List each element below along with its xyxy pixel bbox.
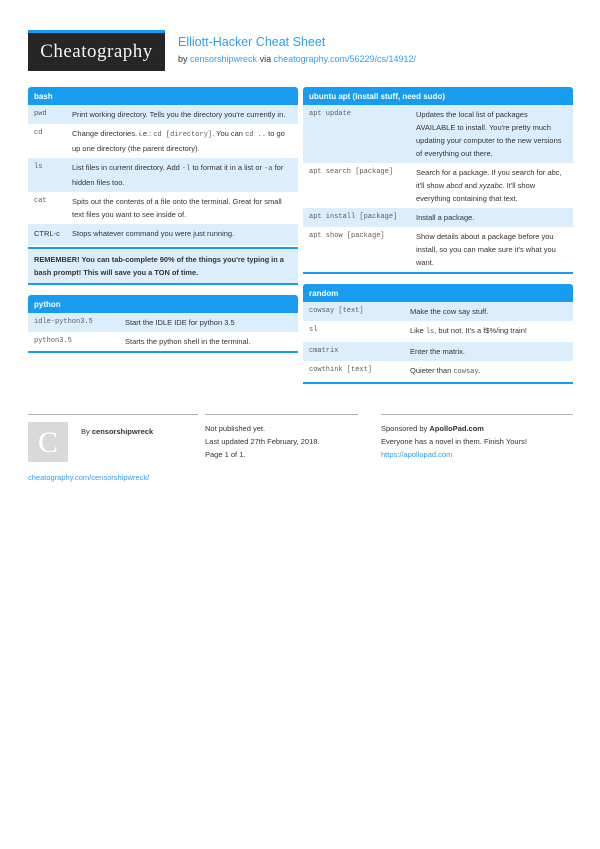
inline-text: for hidden files too. <box>72 163 284 187</box>
section-title: random <box>303 284 573 302</box>
command-cell <box>303 163 416 208</box>
inline-code: cd <box>34 129 43 137</box>
description-cell <box>72 224 298 245</box>
command-cell <box>28 192 72 224</box>
inline-text: Start the IDLE IDE for python 3.5 <box>125 318 235 327</box>
logo-text: Cheatography <box>40 41 153 62</box>
page-footer <box>28 414 573 484</box>
command-cell <box>303 302 410 321</box>
description-cell <box>72 124 298 158</box>
inline-code: apt search [package] <box>309 168 394 176</box>
sponsor-tagline: Everyone has a novel in them. Finish Yours! <box>381 437 527 446</box>
command-cell <box>303 208 416 227</box>
inline-text: , but not. It's a f$%/ing train! <box>434 326 527 335</box>
command-cell <box>303 361 410 382</box>
footer-status-block <box>205 414 358 484</box>
description-cell <box>416 105 573 163</box>
inline-code: cowsay <box>453 368 479 376</box>
command-row <box>303 342 573 361</box>
inline-text: . It'll show everything containing that text. <box>416 181 536 203</box>
command-row <box>303 361 573 382</box>
last-updated: Last updated 27th February, 2018. <box>205 437 320 446</box>
right-column <box>303 87 573 394</box>
description-cell <box>416 227 573 272</box>
command-row <box>303 321 573 342</box>
description-cell <box>125 332 298 351</box>
section-title: bash <box>28 87 298 105</box>
inline-text: Search for a package. If you search for <box>416 168 548 177</box>
inline-code: apt update <box>309 110 352 118</box>
inline-code: ls <box>425 328 435 336</box>
page-header <box>28 30 573 71</box>
inline-code: ls <box>34 163 43 171</box>
description-cell <box>72 158 298 192</box>
footer-sponsor-block <box>381 414 573 484</box>
description-cell <box>410 342 573 361</box>
title-block <box>178 30 416 64</box>
byline <box>178 54 416 64</box>
inline-text: Like <box>410 326 426 335</box>
command-cell <box>303 227 416 272</box>
page-title[interactable]: Elliott-Hacker Cheat Sheet <box>178 35 326 49</box>
sponsor-link[interactable]: https://apollopad.com <box>381 450 453 459</box>
inline-code: apt show [package] <box>309 232 385 240</box>
left-column <box>28 87 298 363</box>
command-row <box>303 302 573 321</box>
command-row <box>303 163 573 208</box>
description-cell <box>416 163 573 208</box>
inline-text: Install a package. <box>416 213 475 222</box>
byline-prefix: by <box>178 54 188 64</box>
command-cell <box>28 224 72 245</box>
description-cell <box>125 313 298 332</box>
inline-code: cat <box>34 197 47 205</box>
section-bash <box>28 87 298 285</box>
inline-italic: abc <box>547 168 560 177</box>
inline-text: . <box>478 366 481 375</box>
description-cell <box>410 302 573 321</box>
inline-code: cd .. <box>245 131 267 139</box>
sheet-url-link[interactable]: cheatography.com/56229/cs/14912/ <box>273 54 417 64</box>
inline-text: Change directories. i.e.: <box>72 129 154 138</box>
inline-code: cowsay [text] <box>309 307 364 315</box>
inline-italic: xyzabc <box>479 181 503 190</box>
command-row <box>28 192 298 224</box>
inline-text: List files in current directory. Add <box>72 163 182 172</box>
command-cell <box>303 342 410 361</box>
inline-code: python3.5 <box>34 337 72 345</box>
description-cell <box>410 361 573 382</box>
sponsor-line <box>381 422 573 435</box>
command-cell <box>303 321 410 342</box>
description-cell <box>72 105 298 124</box>
command-row <box>303 227 573 272</box>
card-columns <box>28 87 573 394</box>
inline-code: cmatrix <box>309 347 339 355</box>
inline-text: . You can <box>212 129 246 138</box>
command-cell <box>28 124 72 158</box>
inline-text: Stops whatever command you were just running. <box>72 229 235 238</box>
description-cell <box>72 192 298 224</box>
inline-code: cowthink [text] <box>309 366 373 374</box>
inline-text: to go up one directory (the parent directory). <box>72 129 285 153</box>
command-row <box>28 158 298 192</box>
sponsor-name: ApolloPad.com <box>429 424 484 433</box>
inline-text: Starts the python shell in the terminal. <box>125 337 251 346</box>
description-cell <box>410 321 573 342</box>
inline-text: Enter the matrix. <box>410 347 466 356</box>
inline-text: Spits out the contents of a file onto the terminal. Great for small text files you want to see inside of. <box>72 197 282 219</box>
publish-status: Not published yet. <box>205 424 266 433</box>
command-cell <box>28 332 125 351</box>
author-link[interactable]: censorshipwreck <box>190 54 258 64</box>
command-row <box>303 105 573 163</box>
command-row <box>28 224 298 245</box>
inline-text: Quieter than <box>410 366 454 375</box>
inline-text: Print working directory. Tells you the directory you're currently in. <box>72 110 286 119</box>
footer-author-line <box>81 425 153 462</box>
command-row <box>28 105 298 124</box>
note-block: REMEMBER! You can tab-complete 90% of the things you're typing in a bash prompt! This will save you a TON of time. <box>28 247 298 283</box>
command-row <box>303 208 573 227</box>
command-row <box>28 124 298 158</box>
footer-by-prefix: By <box>81 427 90 436</box>
inline-italic: abcd <box>446 181 463 190</box>
section-random <box>303 284 573 384</box>
description-cell <box>416 208 573 227</box>
inline-text: Show details about a package before you install, so you can make sure it's what you want. <box>416 232 556 267</box>
page-count: Page 1 of 1. <box>205 450 246 459</box>
command-row <box>28 313 298 332</box>
inline-code: idle-python3.5 <box>34 318 93 326</box>
inline-code: -a <box>264 165 273 173</box>
inline-text: , it'll show <box>416 168 562 190</box>
inline-code: -l <box>181 165 191 173</box>
section-python <box>28 295 298 353</box>
footer-author-block <box>28 414 198 484</box>
footer-author-name: censorshipwreck <box>91 427 154 436</box>
section-title: ubuntu apt (install stuff, need sudo) <box>303 87 573 105</box>
avatar-letter: C <box>37 425 58 459</box>
byline-via: via <box>259 54 272 64</box>
inline-code: sl <box>309 326 318 334</box>
inline-code: pwd <box>34 110 47 118</box>
command-cell <box>303 105 416 163</box>
command-cell <box>28 105 72 124</box>
section-title: python <box>28 295 298 313</box>
cheatography-logo[interactable] <box>28 30 165 71</box>
command-cell <box>28 313 125 332</box>
avatar <box>28 422 68 462</box>
inline-text: Make the cow say stuff. <box>410 307 489 316</box>
author-profile-link[interactable]: cheatography.com/censorshipwreck/ <box>28 473 150 482</box>
inline-code: cd [directory] <box>153 131 213 139</box>
section-ubuntu-apt <box>303 87 573 274</box>
inline-text: and <box>462 181 480 190</box>
command-cell <box>28 158 72 192</box>
inline-text: CTRL-c <box>34 229 60 238</box>
inline-text: to format it in a list or <box>190 163 265 172</box>
sponsor-prefix: Sponsored by <box>381 424 428 433</box>
inline-text: Updates the local list of packages AVAILABLE to install. You're pretty much updating your computer to the new versions of everything out there. <box>416 110 562 158</box>
command-row <box>28 332 298 351</box>
inline-code: apt install [package] <box>309 213 398 221</box>
